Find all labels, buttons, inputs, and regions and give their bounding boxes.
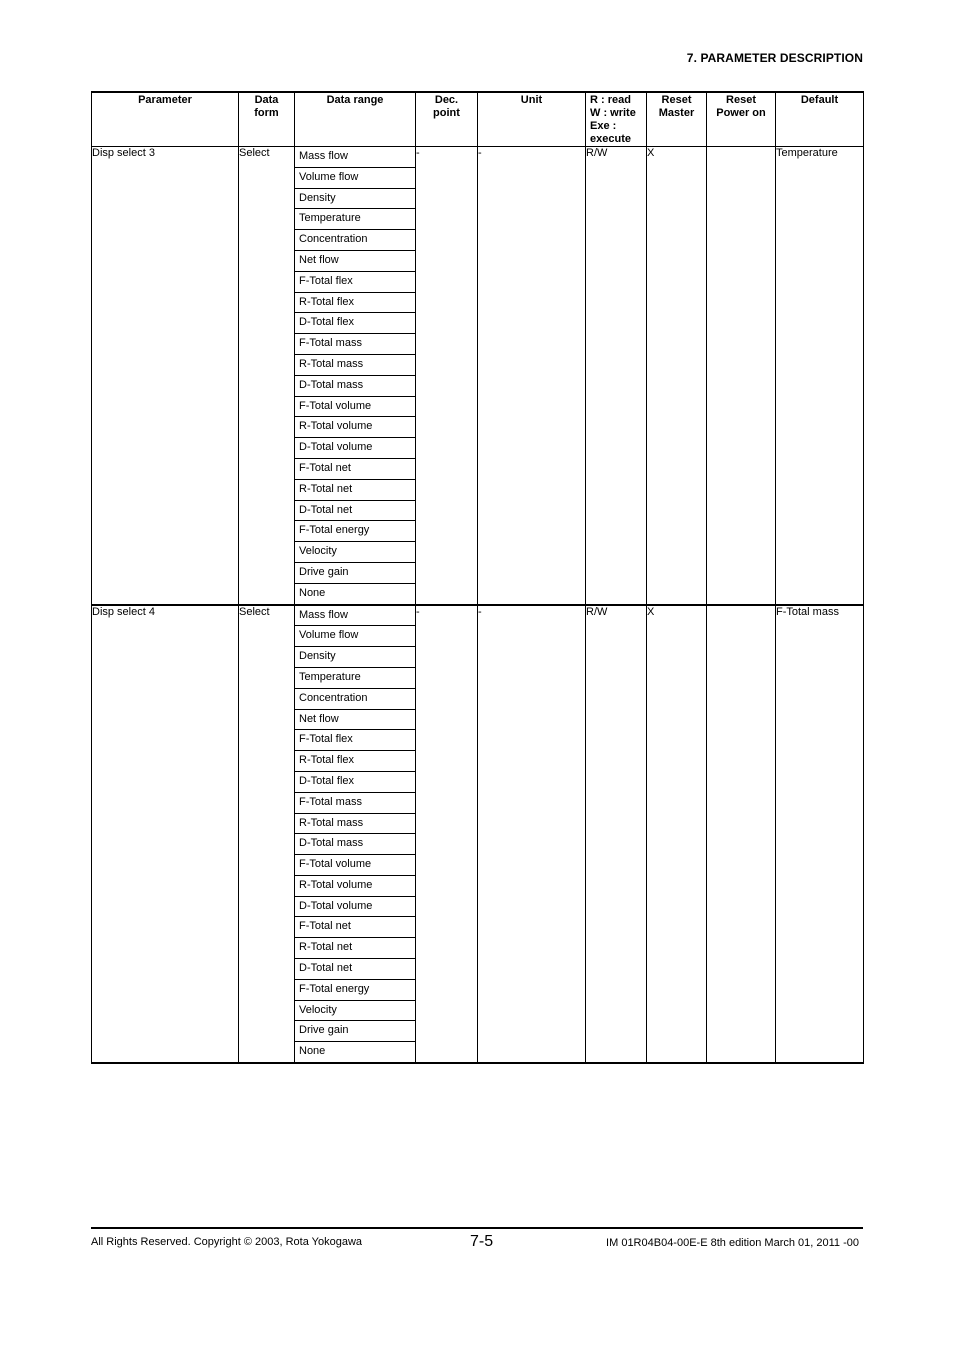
- parameter-table: [91, 91, 864, 1064]
- col-header-parameter: Parameter: [92, 92, 239, 147]
- dec-point-cell: -: [416, 147, 478, 605]
- data-range-option: Concentration: [295, 689, 415, 710]
- unit-cell: -: [478, 605, 586, 1064]
- data-range-option: Volume flow: [295, 626, 415, 647]
- data-range-option: Concentration: [295, 230, 415, 251]
- data-range-option: R-Total mass: [295, 355, 415, 376]
- data-range-option: F-Total flex: [295, 730, 415, 751]
- reset-power-on-cell: [707, 147, 776, 605]
- data-range-option: D-Total mass: [295, 376, 415, 397]
- data-range-option: Mass flow: [295, 147, 415, 168]
- parameter-cell: Disp select 3: [92, 147, 239, 605]
- data-range-option: Net flow: [295, 710, 415, 731]
- table-row: [92, 147, 864, 605]
- data-range-option: F-Total net: [295, 917, 415, 938]
- data-range-option: Velocity: [295, 542, 415, 563]
- data-range-option: R-Total net: [295, 938, 415, 959]
- data-range-option: None: [299, 1045, 326, 1058]
- page-number: 7-5: [470, 1233, 494, 1250]
- reset-power-on-cell: [707, 605, 776, 1064]
- col-header-dec-point: Dec. point: [416, 92, 478, 147]
- data-range-option: Mass flow: [295, 606, 415, 627]
- col-header-reset-master: Reset Master: [647, 92, 707, 147]
- data-range-option: R-Total flex: [295, 751, 415, 772]
- data-range-option: D-Total volume: [295, 438, 415, 459]
- data-range-list: [295, 147, 415, 604]
- data-range-option: Density: [295, 647, 415, 668]
- data-range-option: R-Total net: [295, 480, 415, 501]
- col-header-reset-power-on: Reset Power on: [707, 92, 776, 147]
- data-range-option: Drive gain: [295, 563, 415, 584]
- data-range-option: F-Total mass: [295, 334, 415, 355]
- rw-cell: R/W: [586, 147, 647, 605]
- data-range-option: F-Total volume: [295, 397, 415, 418]
- col-header-unit: Unit: [478, 92, 586, 147]
- data-range-option: R-Total volume: [295, 417, 415, 438]
- data-range-option: Net flow: [295, 251, 415, 272]
- data-range-option: F-Total energy: [295, 980, 415, 1001]
- data-range-cell: [295, 147, 416, 605]
- unit-cell: -: [478, 147, 586, 605]
- data-range-option: D-Total volume: [295, 897, 415, 918]
- data-range-option: Temperature: [295, 668, 415, 689]
- data-range-option: D-Total flex: [295, 313, 415, 334]
- data-range-option: F-Total flex: [295, 272, 415, 293]
- data-range-option: Velocity: [295, 1001, 415, 1022]
- reset-master-cell: X: [647, 147, 707, 605]
- data-range-option: R-Total mass: [295, 814, 415, 835]
- rw-cell: R/W: [586, 605, 647, 1064]
- dec-point-cell: -: [416, 605, 478, 1064]
- data-form-cell: Select: [239, 147, 295, 605]
- col-header-data-range: Data range: [295, 92, 416, 147]
- data-range-option: F-Total volume: [295, 855, 415, 876]
- data-range-cell: [295, 605, 416, 1064]
- data-range-option: D-Total net: [295, 501, 415, 522]
- data-range-option: D-Total net: [295, 959, 415, 980]
- data-range-option: F-Total mass: [295, 793, 415, 814]
- data-range-option: Density: [295, 189, 415, 210]
- data-range-option: Temperature: [295, 209, 415, 230]
- section-title: 7. PARAMETER DESCRIPTION: [686, 51, 863, 65]
- data-range-option: D-Total mass: [295, 834, 415, 855]
- table-header-row: [92, 92, 864, 147]
- reset-master-cell: X: [647, 605, 707, 1064]
- data-range-option: F-Total energy: [295, 521, 415, 542]
- data-range-option: Drive gain: [295, 1021, 415, 1042]
- data-range-list: [295, 606, 415, 1063]
- col-header-default: Default: [776, 92, 864, 147]
- col-header-rw: R : read W : write Exe : execute: [586, 92, 647, 147]
- data-form-cell: Select: [239, 605, 295, 1064]
- parameter-cell: Disp select 4: [92, 605, 239, 1064]
- data-range-option: D-Total flex: [295, 772, 415, 793]
- data-range-option: None: [299, 586, 326, 599]
- data-range-option: F-Total net: [295, 459, 415, 480]
- footer-copyright: All Rights Reserved. Copyright © 2003, Rota Yokogawa: [91, 1236, 363, 1248]
- footer-divider: [91, 1227, 863, 1229]
- default-cell: Temperature: [776, 147, 864, 605]
- data-range-option: R-Total volume: [295, 876, 415, 897]
- data-range-option: Volume flow: [295, 168, 415, 189]
- default-cell: F-Total mass: [776, 605, 864, 1064]
- col-header-data-form: Data form: [239, 92, 295, 147]
- table-row: [92, 605, 864, 1064]
- data-range-option: R-Total flex: [295, 293, 415, 314]
- document-id: IM 01R04B04-00E-E 8th edition March 01, 2011 -00: [606, 1237, 859, 1249]
